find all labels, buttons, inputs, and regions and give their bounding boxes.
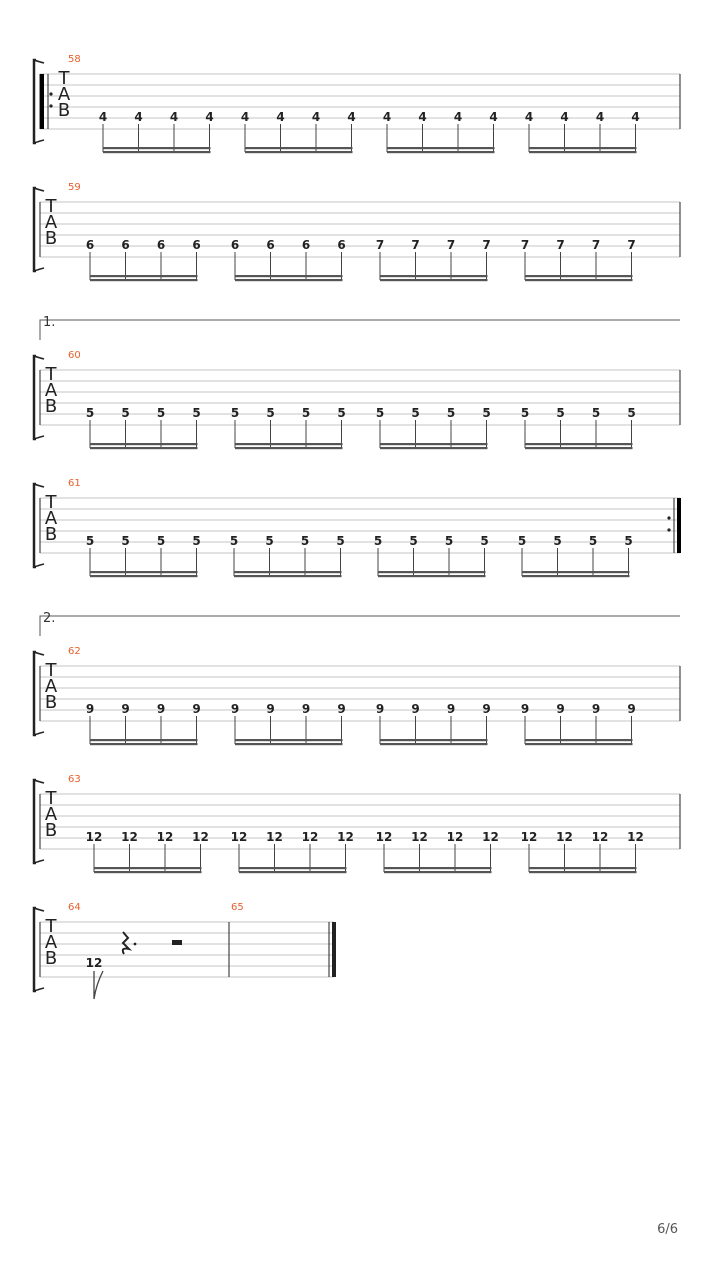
tab-note: 12 [556,830,573,844]
tab-clef-letter: B [57,100,71,121]
measure-number: 65 [231,902,244,913]
tab-note: 4 [98,110,108,124]
tab-note: 7 [591,238,601,252]
tab-note: 12 [375,830,393,844]
tab-clef-letter: T [58,68,70,89]
tab-note: 9 [230,702,240,716]
bracket-top-hook [34,780,44,783]
tab-note: 5 [85,406,95,420]
tab-note: 5 [192,534,201,548]
volta-label: 1. [43,315,56,330]
bracket-top-hook [34,356,44,359]
tab-note: 12 [266,830,283,844]
beam [525,443,633,445]
tab-clef-letter: A [44,212,58,233]
tab-clef-letter: B [44,820,58,841]
tab-note: 12 [156,830,174,844]
tab-clef-letter: T [45,196,57,217]
tab-note: 7 [446,238,456,252]
tab-system [34,611,680,745]
tab-note: 6 [337,238,346,252]
tab-note: 7 [556,238,565,252]
tab-note: 5 [337,406,346,420]
tab-note: 4 [276,110,285,124]
tab-note: 9 [337,702,346,716]
tab-system [34,182,680,281]
tab-note: 4 [169,110,179,124]
tab-note: 5 [517,534,527,548]
tab-note: 6 [230,238,240,252]
tab-clef-letter: B [44,524,58,545]
tab-clef-letter: T [45,660,57,681]
tab-note: 4 [311,110,321,124]
tab-note: 12 [85,956,103,970]
beam [380,279,488,281]
tab-note: 9 [266,702,275,716]
beam [90,279,198,281]
beam [90,275,198,277]
tab-note: 5 [301,406,311,420]
beam [234,575,342,577]
tab-note: 5 [375,406,385,420]
tab-note: 4 [382,110,392,124]
tab-system [34,478,681,577]
tab-note: 5 [336,534,345,548]
beam [525,275,633,277]
volta-bracket [40,320,680,340]
measure-number: 63 [68,774,81,785]
tab-note: 9 [446,702,456,716]
system-bracket [34,908,36,991]
repeat-dot [667,516,670,519]
quarter-rest-icon [123,932,129,954]
tab-note: 12 [482,830,499,844]
tab-note: 9 [482,702,491,716]
tab-note: 12 [627,830,644,844]
tab-clef-letter: A [57,84,71,105]
tab-note: 4 [418,110,427,124]
beam [90,743,198,745]
bracket-bottom-hook [34,564,44,567]
tab-note: 4 [489,110,498,124]
tab-note: 5 [121,534,130,548]
tab-clef-letter: A [44,676,58,697]
beam [103,151,211,153]
tab-clef-letter: T [45,788,57,809]
tab-clef-letter: B [44,396,58,417]
beam [525,743,633,745]
repeat-dot [49,104,52,107]
tab-note: 9 [627,702,636,716]
tab-note: 5 [230,406,240,420]
tab-system [34,54,680,153]
tab-note: 5 [192,406,201,420]
bracket-top-hook [34,188,44,191]
beam [384,867,492,869]
tab-note: 7 [520,238,530,252]
beam [103,147,211,149]
tab-note: 9 [156,702,166,716]
tab-note: 4 [560,110,569,124]
tab-note: 5 [156,406,166,420]
tab-note: 12 [85,830,103,844]
tab-note: 6 [156,238,166,252]
beam [380,443,488,445]
beam [245,151,353,153]
tab-note: 9 [411,702,420,716]
system-bracket [34,652,36,735]
beam [380,739,488,741]
tab-clef-letter: B [44,948,58,969]
beam [378,571,486,573]
tab-clef-letter: B [44,692,58,713]
tab-clef-letter: A [44,804,58,825]
tab-note: 12 [591,830,609,844]
tab-note: 12 [121,830,138,844]
beam [387,151,495,153]
tab-clef-letter: T [45,364,57,385]
beam [90,739,198,741]
beam [234,571,342,573]
tab-note: 5 [556,406,565,420]
tab-note: 5 [266,406,275,420]
beam [380,275,488,277]
system-bracket [34,780,36,863]
beam [235,275,343,277]
beam [235,279,343,281]
bracket-top-hook [34,908,44,911]
measure-number: 58 [68,54,81,65]
tab-note: 4 [240,110,250,124]
repeat-dot [49,92,52,95]
beam [525,739,633,741]
tab-note: 5 [156,534,166,548]
bracket-top-hook [34,652,44,655]
beam [522,571,630,573]
tab-note: 9 [520,702,530,716]
tab-note: 6 [266,238,275,252]
tab-note: 12 [446,830,464,844]
tab-note: 7 [482,238,491,252]
bracket-bottom-hook [34,732,44,735]
beam [387,147,495,149]
volta-bracket [40,616,680,636]
beam [235,739,343,741]
bracket-bottom-hook [34,860,44,863]
tab-note: 6 [85,238,95,252]
tab-note: 12 [192,830,209,844]
beam [235,743,343,745]
measure-number: 62 [68,646,81,657]
tab-note: 4 [205,110,214,124]
tab-note: 9 [556,702,565,716]
beam [529,147,637,149]
tab-note: 4 [595,110,605,124]
tab-note: 5 [444,534,454,548]
beam [235,447,343,449]
repeat-end-thick-bar [677,498,681,553]
bracket-bottom-hook [34,140,44,143]
beam [235,443,343,445]
repeat-start-thick-bar [40,74,44,129]
beam [525,279,633,281]
system-bracket [34,356,36,439]
beam [90,575,198,577]
bracket-bottom-hook [34,436,44,439]
tab-note: 5 [480,534,489,548]
tab-note: 4 [453,110,463,124]
tab-note: 4 [631,110,640,124]
tab-note: 9 [591,702,601,716]
beam [90,443,198,445]
tab-note: 7 [627,238,636,252]
bracket-top-hook [34,484,44,487]
bracket-bottom-hook [34,988,44,991]
tab-note: 4 [524,110,534,124]
tab-note: 5 [591,406,601,420]
tab-note: 7 [375,238,385,252]
tab-note: 12 [520,830,538,844]
tab-note: 5 [265,534,274,548]
tab-clef-letter: A [44,932,58,953]
tab-note: 9 [301,702,311,716]
tab-note: 9 [121,702,130,716]
repeat-dot [667,528,670,531]
tab-note: 5 [373,534,383,548]
bracket-bottom-hook [34,268,44,271]
tab-clef-letter: B [44,228,58,249]
tab-system [34,315,680,449]
beam [529,867,637,869]
beam [94,867,202,869]
tab-system [34,774,680,873]
tab-note: 5 [121,406,130,420]
tab-note: 12 [301,830,319,844]
final-thick-bar [332,922,336,977]
tab-note: 5 [85,534,95,548]
tab-note: 4 [347,110,356,124]
beam [522,575,630,577]
tab-note: 5 [229,534,239,548]
beam [245,147,353,149]
tab-note: 9 [192,702,201,716]
half-rest-icon [172,940,182,945]
beam [529,151,637,153]
tab-note: 12 [411,830,428,844]
tab-note: 5 [624,534,633,548]
tab-note: 6 [192,238,201,252]
tab-clef-letter: A [44,380,58,401]
beam [380,743,488,745]
tab-note: 5 [588,534,598,548]
tab-clef-letter: A [44,508,58,529]
tab-note: 5 [482,406,491,420]
tab-note: 5 [520,406,530,420]
tab-note: 9 [375,702,385,716]
beam [94,871,202,873]
tab-system [34,902,336,999]
system-bracket [34,484,36,567]
system-bracket [34,60,36,143]
eighth-note-flag [94,971,103,999]
tab-note: 5 [300,534,310,548]
tab-note: 5 [409,534,418,548]
measure-number: 61 [68,478,81,489]
system-bracket [34,188,36,271]
tab-clef-letter: T [45,916,57,937]
tab-note: 5 [446,406,456,420]
tab-note: 5 [627,406,636,420]
tab-note: 12 [230,830,248,844]
tab-note: 6 [121,238,130,252]
tab-note: 4 [134,110,143,124]
beam [90,447,198,449]
beam [378,575,486,577]
tab-note: 5 [411,406,420,420]
beam [384,871,492,873]
volta-label: 2. [43,611,56,626]
bracket-top-hook [34,60,44,63]
beam [525,447,633,449]
beam [529,871,637,873]
page-number: 6/6 [657,1222,678,1237]
tab-note: 6 [301,238,311,252]
rest-dot [134,943,137,946]
measure-number: 64 [68,902,81,913]
beam [380,447,488,449]
measure-number: 60 [68,350,81,361]
beam [239,867,347,869]
tab-note: 7 [411,238,420,252]
tab-note: 9 [85,702,95,716]
tab-note: 5 [553,534,562,548]
beam [90,571,198,573]
tab-note: 12 [337,830,354,844]
tab-clef-letter: T [45,492,57,513]
beam [239,871,347,873]
measure-number: 59 [68,182,81,193]
